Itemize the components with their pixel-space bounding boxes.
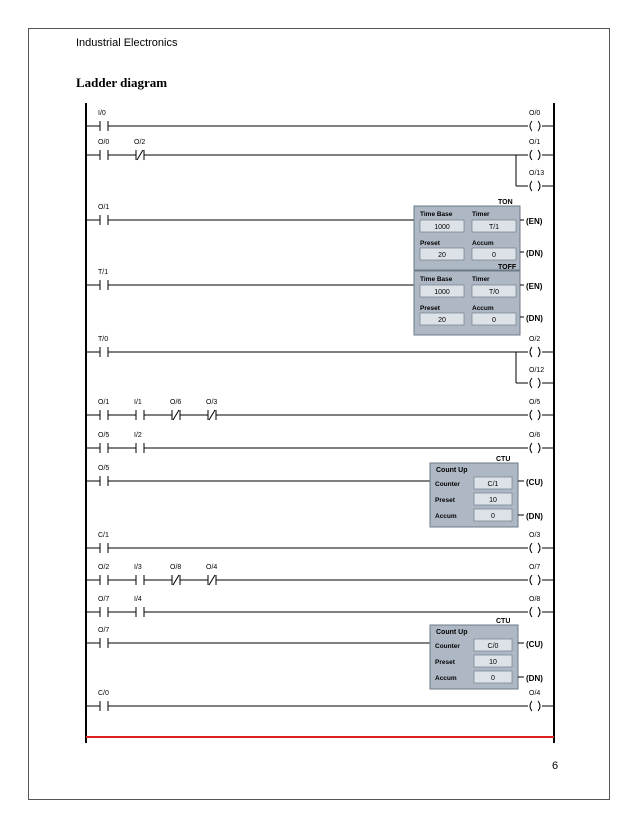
field-label: Preset [420, 240, 440, 247]
coil-right-arc [538, 181, 540, 191]
coil-right-arc [538, 543, 540, 553]
nc-slash [173, 575, 179, 585]
coil-label: O/13 [529, 170, 545, 177]
no-contact-label: O/5 [98, 432, 110, 439]
cell-value: 0 [492, 317, 496, 324]
rung [86, 456, 543, 527]
nc-slash [137, 150, 143, 160]
coil-label: O/8 [529, 596, 541, 603]
instruction-title: CTU [496, 618, 511, 625]
rung [86, 532, 554, 553]
cell-value: T/1 [488, 224, 500, 231]
coil-label: O/4 [529, 690, 541, 697]
cell-value: 1000 [434, 289, 450, 296]
cell-value: 20 [438, 317, 446, 324]
no-contact-label: C/1 [98, 532, 109, 539]
cell-value: 1000 [434, 224, 450, 231]
field-label: Preset [420, 305, 440, 312]
field-label: Accum [435, 675, 457, 682]
coil-right-arc [538, 701, 540, 711]
coil-right-arc [538, 347, 540, 357]
nc-contact-label: O/8 [170, 564, 182, 571]
cell-value: C/0 [487, 643, 499, 650]
field-label: Time Base [420, 276, 453, 283]
nc-slash [209, 575, 215, 585]
coil-label: O/1 [529, 139, 541, 146]
coil-label: O/7 [529, 564, 541, 571]
no-contact-label: C/0 [98, 690, 109, 697]
cell-value: 20 [438, 252, 446, 259]
coil-left-arc [530, 410, 532, 420]
no-contact-label: O/0 [98, 139, 110, 146]
field-label: Accum [472, 305, 494, 312]
instruction-output: (EN) [526, 282, 543, 291]
no-contact-label: O/1 [98, 204, 110, 211]
no-contact-label: I/2 [134, 432, 142, 439]
coil-right-arc [538, 410, 540, 420]
field-label: Preset [435, 497, 455, 504]
nc-contact-label: O/3 [206, 399, 218, 406]
rung [86, 336, 554, 388]
coil-label: O/0 [529, 110, 541, 117]
rung [86, 110, 554, 131]
coil-left-arc [530, 121, 532, 131]
field-label: Counter [435, 481, 460, 488]
coil-right-arc [538, 607, 540, 617]
coil-left-arc [530, 181, 532, 191]
cell-value: 0 [491, 513, 495, 520]
instruction-output: (DN) [526, 674, 543, 683]
no-contact-label: O/2 [98, 564, 110, 571]
rung [86, 690, 554, 711]
coil-label: O/12 [529, 367, 545, 374]
rung [86, 199, 543, 270]
field-label: Timer [472, 211, 490, 218]
rung [86, 264, 543, 335]
field-label: Time Base [420, 211, 453, 218]
no-contact-label: I/3 [134, 564, 142, 571]
no-contact-label: O/1 [98, 399, 110, 406]
field-label: Timer [472, 276, 490, 283]
no-contact-label: O/7 [98, 596, 110, 603]
page-header: Industrial Electronics [76, 37, 178, 49]
coil-label: O/2 [529, 336, 541, 343]
section-title: Ladder diagram [76, 75, 168, 90]
field-label: Accum [472, 240, 494, 247]
coil-left-arc [530, 543, 532, 553]
field-label: Accum [435, 513, 457, 520]
counter-name: Count Up [436, 629, 468, 636]
instruction-title: CTU [496, 456, 511, 463]
coil-left-arc [530, 701, 532, 711]
no-contact-label: O/5 [98, 465, 110, 472]
instruction-output: (DN) [526, 512, 543, 521]
coil-right-arc [538, 575, 540, 585]
no-contact-label: O/7 [98, 627, 110, 634]
instruction-title: TOFF [498, 264, 517, 271]
no-contact-label: T/1 [98, 269, 109, 276]
nc-slash [209, 410, 215, 420]
counter-name: Count Up [436, 467, 468, 474]
coil-right-arc [538, 121, 540, 131]
instruction-output: (DN) [526, 314, 543, 323]
rung [86, 139, 554, 191]
coil-right-arc [538, 443, 540, 453]
coil-right-arc [538, 150, 540, 160]
nc-contact-label: O/2 [134, 139, 146, 146]
coil-left-arc [530, 150, 532, 160]
cell-value: T/0 [488, 289, 500, 296]
cell-value: 10 [489, 659, 497, 666]
coil-label: O/5 [529, 399, 541, 406]
no-contact-label: I/4 [134, 596, 142, 603]
coil-left-arc [530, 378, 532, 388]
instruction-output: (CU) [526, 478, 543, 487]
instruction-title: TON [498, 199, 513, 206]
rung [86, 432, 554, 453]
rung [86, 618, 543, 689]
coil-left-arc [530, 607, 532, 617]
rung [86, 399, 554, 420]
no-contact-label: I/1 [134, 399, 142, 406]
no-contact-label: I/0 [98, 110, 106, 117]
page-number: 6 [552, 760, 559, 772]
coil-left-arc [530, 347, 532, 357]
cell-value: 0 [491, 675, 495, 682]
instruction-output: (CU) [526, 640, 543, 649]
no-contact-label: T/0 [98, 336, 109, 343]
instruction-output: (EN) [526, 217, 543, 226]
cell-value: 0 [492, 252, 496, 259]
coil-label: O/6 [529, 432, 541, 439]
field-label: Counter [435, 643, 460, 650]
coil-left-arc [530, 443, 532, 453]
cell-value: 10 [489, 497, 497, 504]
coil-right-arc [538, 378, 540, 388]
nc-contact-label: O/4 [206, 564, 218, 571]
cell-value: C/1 [487, 481, 499, 488]
field-label: Preset [435, 659, 455, 666]
coil-left-arc [530, 575, 532, 585]
rung [86, 564, 554, 585]
nc-contact-label: O/6 [170, 399, 182, 406]
instruction-output: (DN) [526, 249, 543, 258]
coil-label: O/3 [529, 532, 541, 539]
nc-slash [173, 410, 179, 420]
rung [86, 596, 554, 617]
